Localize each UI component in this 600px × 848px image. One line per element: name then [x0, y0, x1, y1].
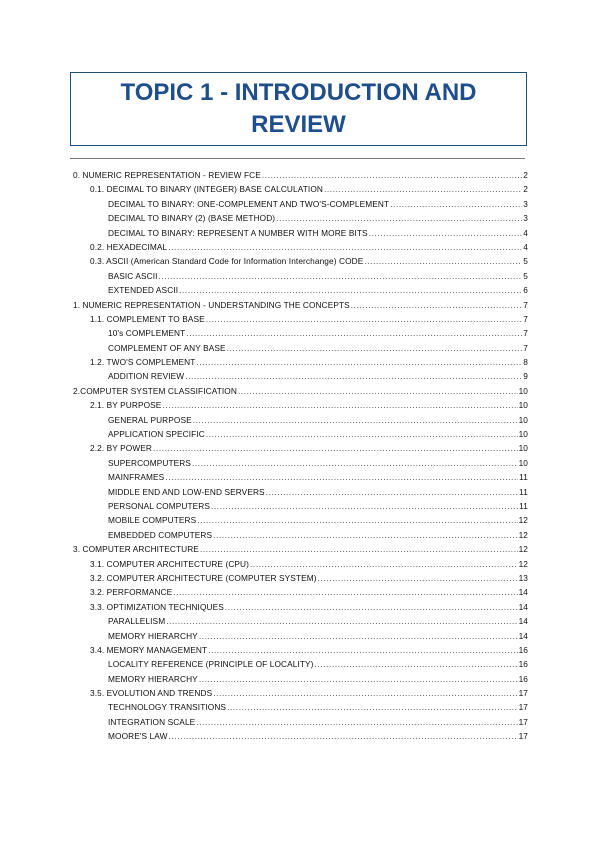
toc-entry-page-number: 14: [518, 601, 528, 612]
document-title-box: [70, 72, 527, 146]
toc-entry-page-number: 2: [523, 184, 528, 195]
toc-dot-leader: [262, 168, 522, 182]
toc-dot-leader: [186, 326, 522, 340]
toc-dot-leader: [173, 585, 517, 599]
toc-entry[interactable]: [73, 600, 528, 614]
toc-dot-leader: [208, 643, 517, 657]
toc-entry[interactable]: [73, 557, 528, 571]
toc-entry-title: 2.1. BY PURPOSE: [90, 400, 162, 411]
toc-entry-page-number: 14: [518, 587, 528, 598]
toc-entry[interactable]: [73, 283, 528, 297]
toc-entry[interactable]: [73, 355, 528, 369]
toc-entry-title: MEMORY HIERARCHY: [108, 630, 198, 641]
toc-entry-title: DECIMAL TO BINARY: REPRESENT A NUMBER WITH MORE BITS: [108, 227, 368, 238]
toc-entry-page-number: 16: [518, 659, 528, 670]
toc-entry-title: ADDITION REVIEW: [108, 371, 185, 382]
toc-entry-page-number: 3: [523, 198, 528, 209]
toc-dot-leader: [197, 513, 517, 527]
toc-entry-page-number: 7: [523, 328, 528, 339]
toc-entry-page-number: 14: [518, 616, 528, 627]
toc-dot-leader: [266, 485, 518, 499]
toc-dot-leader: [193, 413, 518, 427]
toc-entry-page-number: 12: [518, 515, 528, 526]
toc-entry[interactable]: [73, 240, 528, 254]
toc-entry-page-number: 3: [523, 213, 528, 224]
toc-entry[interactable]: [73, 672, 528, 686]
toc-dot-leader: [213, 686, 517, 700]
toc-entry[interactable]: [73, 686, 528, 700]
toc-entry-page-number: 17: [518, 716, 528, 727]
toc-entry-title: EMBEDDED COMPUTERS: [108, 529, 213, 540]
toc-entry-title: APPLICATION SPECIFIC: [108, 429, 205, 440]
toc-entry-title: DECIMAL TO BINARY: ONE-COMPLEMENT AND TWO'S-COMPLEMENT: [108, 198, 390, 209]
toc-entry[interactable]: [73, 513, 528, 527]
toc-entry-page-number: 5: [523, 270, 528, 281]
toc-entry-title: 3.2. PERFORMANCE: [90, 587, 173, 598]
toc-entry-page-number: 12: [518, 529, 528, 540]
toc-entry-page-number: 17: [518, 702, 528, 713]
toc-entry[interactable]: [73, 441, 528, 455]
toc-entry-page-number: 12: [518, 544, 528, 555]
toc-entry-title: 0. NUMERIC REPRESENTATION - REVIEW FCE: [73, 170, 261, 180]
toc-entry-page-number: 10: [518, 385, 528, 396]
toc-dot-leader: [227, 700, 517, 714]
toc-entry-page-number: 10: [518, 429, 528, 440]
toc-entry[interactable]: [73, 542, 528, 556]
toc-entry-page-number: 11: [519, 486, 528, 497]
toc-dot-leader: [200, 542, 518, 556]
toc-entry-title: LOCALITY REFERENCE (PRINCIPLE OF LOCALITY): [108, 659, 314, 670]
toc-dot-leader: [369, 226, 523, 240]
toc-dot-leader: [199, 672, 518, 686]
toc-entry-page-number: 10: [518, 443, 528, 454]
toc-entry-page-number: 4: [523, 227, 528, 238]
toc-entry-title: 3.3. OPTIMIZATION TECHNIQUES: [90, 601, 224, 612]
toc-dot-leader: [168, 240, 522, 254]
toc-entry-page-number: 16: [518, 644, 528, 655]
toc-entry[interactable]: [73, 384, 528, 398]
toc-entry-title: 3.5. EVOLUTION AND TRENDS: [90, 688, 213, 699]
toc-entry-title: PERSONAL COMPUTERS: [108, 500, 210, 511]
toc-entry-title: MIDDLE END AND LOW-END SERVERS: [108, 486, 265, 497]
toc-entry-title: 2.COMPUTER SYSTEM CLASSIFICATION: [73, 385, 237, 396]
toc-dot-leader: [250, 557, 518, 571]
toc-entry-title: MOORE'S LAW: [108, 731, 168, 742]
toc-entry-page-number: 11: [519, 500, 528, 511]
toc-entry-page-number: 6: [523, 285, 528, 296]
toc-entry[interactable]: [73, 571, 528, 585]
toc-entry[interactable]: [73, 643, 528, 657]
toc-entry[interactable]: [73, 657, 528, 671]
toc-entry[interactable]: [73, 182, 528, 196]
toc-entry-page-number: 4: [523, 241, 528, 252]
toc-entry-title: 0.2. HEXADECIMAL: [90, 241, 168, 252]
toc-entry-page-number: 10: [518, 400, 528, 411]
toc-dot-leader: [213, 528, 517, 542]
toc-dot-leader: [159, 269, 523, 283]
toc-entry[interactable]: [73, 585, 528, 599]
toc-entry[interactable]: [73, 715, 528, 729]
toc-entry-page-number: 17: [518, 731, 528, 742]
toc-dot-leader: [227, 341, 523, 355]
toc-entry[interactable]: [73, 729, 528, 743]
toc-entry-title: 2.2. BY POWER: [90, 443, 153, 454]
toc-dot-leader: [238, 384, 518, 398]
toc-entry[interactable]: [73, 456, 528, 470]
toc-entry[interactable]: [73, 312, 528, 326]
toc-entry[interactable]: [73, 614, 528, 628]
toc-dot-leader: [179, 283, 522, 297]
toc-entry-title: 0.1. DECIMAL TO BINARY (INTEGER) BASE CALCULATION: [90, 184, 323, 195]
toc-entry-page-number: 5: [523, 256, 528, 267]
toc-entry[interactable]: [73, 485, 528, 499]
toc-entry-page-number: 9: [523, 371, 528, 382]
toc-entry[interactable]: [73, 168, 528, 182]
toc-entry-title: GENERAL PURPOSE: [108, 414, 192, 425]
toc-entry-page-number: 16: [518, 673, 528, 684]
toc-entry-title: 1.2. TWO'S COMPLEMENT: [90, 357, 196, 368]
toc-entry-title: DECIMAL TO BINARY (2) (BASE METHOD): [108, 213, 276, 224]
toc-entry-title: 1.1. COMPLEMENT TO BASE: [90, 313, 205, 324]
toc-entry-page-number: 17: [518, 688, 528, 699]
toc-dot-leader: [196, 355, 522, 369]
toc-entry-page-number: 12: [518, 558, 528, 569]
toc-dot-leader: [199, 629, 518, 643]
toc-dot-leader: [390, 197, 522, 211]
toc-dot-leader: [324, 182, 522, 196]
toc-entry-title: 10's COMPLEMENT: [108, 328, 186, 339]
toc-entry-title: MOBILE COMPUTERS: [108, 515, 197, 526]
toc-entry-page-number: 10: [518, 414, 528, 425]
toc-entry-page-number: 14: [518, 630, 528, 641]
toc-dot-leader: [166, 614, 517, 628]
toc-entry-title: SUPERCOMPUTERS: [108, 457, 191, 468]
toc-entry-title: 3. COMPUTER ARCHITECTURE: [73, 544, 199, 555]
toc-entry-page-number: 10: [518, 457, 528, 468]
toc-entry-title: MEMORY HIERARCHY: [108, 673, 198, 684]
toc-entry[interactable]: [73, 398, 528, 412]
toc-entry[interactable]: [73, 528, 528, 542]
document-title-line-1: TOPIC 1 - INTRODUCTION AND: [120, 79, 477, 106]
toc-entry[interactable]: [73, 369, 528, 383]
toc-entry[interactable]: [73, 226, 528, 240]
toc-entry[interactable]: [73, 629, 528, 643]
toc-entry-page-number: 7: [523, 342, 528, 353]
toc-entry-title: PARALLELISM: [108, 616, 166, 627]
toc-entry[interactable]: [73, 197, 528, 211]
toc-entry[interactable]: [73, 700, 528, 714]
toc-entry[interactable]: [73, 298, 528, 312]
toc-entry-title: 1. NUMERIC REPRESENTATION - UNDERSTANDING THE CONCEPTS: [73, 299, 350, 310]
toc-entry-title: EXTENDED ASCII: [108, 285, 179, 296]
toc-dot-leader: [162, 398, 517, 412]
toc-entry-page-number: 7: [523, 313, 528, 324]
toc-entry[interactable]: [73, 499, 528, 513]
toc-entry[interactable]: [73, 413, 528, 427]
toc-dot-leader: [315, 657, 518, 671]
title-divider: [70, 158, 525, 159]
toc-entry-title: BASIC ASCII: [108, 270, 158, 281]
toc-entry-title: COMPLEMENT OF ANY BASE: [108, 342, 226, 353]
toc-dot-leader: [153, 441, 518, 455]
toc-entry[interactable]: [73, 254, 528, 268]
toc-entry[interactable]: [73, 269, 528, 283]
toc-dot-leader: [206, 427, 518, 441]
toc-entry-title: TECHNOLOGY TRANSITIONS: [108, 702, 227, 713]
toc-entry-title: 3.4. MEMORY MANAGEMENT: [90, 644, 208, 655]
toc-entry-page-number: 13: [518, 572, 528, 583]
toc-entry-page-number: 11: [519, 472, 528, 483]
toc-entry-title: 0.3. ASCII (American Standard Code for Information Interchange) CODE: [90, 256, 364, 267]
toc-entry[interactable]: [73, 341, 528, 355]
toc-dot-leader: [196, 715, 517, 729]
toc-dot-leader: [211, 499, 518, 513]
toc-entry[interactable]: [73, 427, 528, 441]
toc-entry-title: 3.1. COMPUTER ARCHITECTURE (CPU): [90, 558, 250, 569]
toc-dot-leader: [276, 211, 522, 225]
toc-dot-leader: [351, 298, 523, 312]
toc-entry-page-number: 2: [523, 170, 528, 180]
toc-dot-leader: [225, 600, 518, 614]
toc-dot-leader: [192, 456, 518, 470]
toc-dot-leader: [185, 369, 522, 383]
toc-dot-leader: [318, 571, 518, 585]
table-of-contents: [73, 168, 528, 744]
toc-dot-leader: [165, 470, 518, 484]
toc-dot-leader: [169, 729, 518, 743]
toc-dot-leader: [206, 312, 522, 326]
toc-entry-title: MAINFRAMES: [108, 472, 165, 483]
toc-entry[interactable]: [73, 211, 528, 225]
toc-entry-title: INTEGRATION SCALE: [108, 716, 196, 727]
toc-entry-page-number: 8: [523, 357, 528, 368]
toc-entry[interactable]: [73, 470, 528, 484]
toc-entry[interactable]: [73, 326, 528, 340]
toc-entry-title: 3.2. COMPUTER ARCHITECTURE (COMPUTER SYSTEM): [90, 572, 317, 583]
toc-entry-page-number: 7: [523, 299, 528, 310]
document-title-line-2: REVIEW: [251, 111, 346, 138]
toc-dot-leader: [364, 254, 522, 268]
